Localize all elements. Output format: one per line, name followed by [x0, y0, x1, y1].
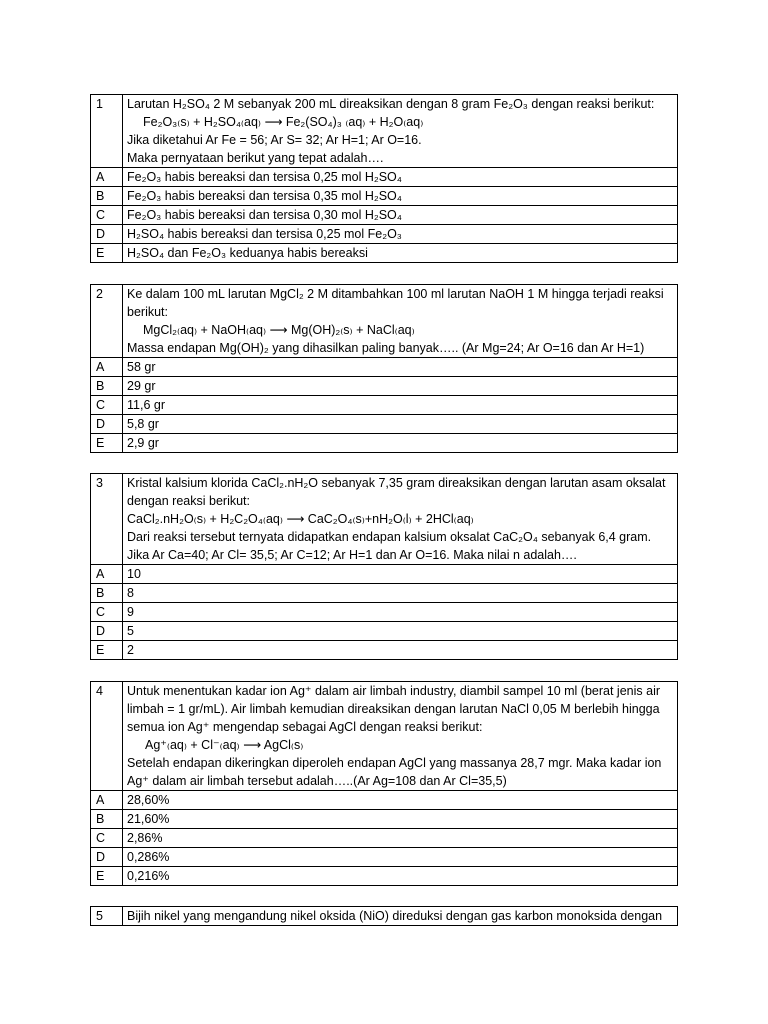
option-row-d[interactable] [91, 622, 678, 641]
option-letter: C [91, 829, 123, 848]
option-letter: B [91, 584, 123, 603]
option-letter: C [91, 603, 123, 622]
question-line: Bijih nikel yang mengandung nikel oksida (NiO) direduksi dengan gas karbon monoksida dengan [127, 909, 663, 923]
option-row-c[interactable] [91, 396, 678, 415]
question-row [91, 682, 678, 791]
option-text: H₂SO₄ habis bereaksi dan tersisa 0,25 mol Fe₂O₃ [123, 225, 678, 244]
option-letter: E [91, 641, 123, 660]
option-letter: C [91, 396, 123, 415]
option-text: 8 [123, 584, 678, 603]
reaction-equation: MgCl₂₍aq₎ + NaOH₍aq₎ ⟶ Mg(OH)₂₍s₎ + NaCl₍aq₎ [143, 323, 415, 337]
option-text: 2 [123, 641, 678, 660]
question-line: Ke dalam 100 mL larutan MgCl₂ 2 M ditambahkan 100 ml larutan NaOH 1 M hingga terjadi reaksi [127, 287, 664, 301]
reaction-equation: Ag⁺₍aq₎ + Cl⁻₍aq₎ ⟶ AgCl₍s₎ [145, 738, 304, 752]
reaction-equation: Fe₂O₃₍s₎ + H₂SO₄₍aq₎ ⟶ Fe₂(SO₄)₃ ₍aq₎ + H₂O₍aq₎ [143, 115, 424, 129]
question-text [123, 474, 678, 565]
question-line: semua ion Ag⁺ mengendap sebagai AgCl dengan reaksi berikut: [127, 720, 483, 734]
question-text [123, 682, 678, 791]
question-line: Ag⁺ dalam air limbah tersebut adalah…..(Ar Ag=108 dan Ar Cl=35,5) [127, 774, 507, 788]
question-line: dengan reaksi berikut: [127, 494, 250, 508]
option-text: Fe₂O₃ habis bereaksi dan tersisa 0,35 mol H₂SO₄ [123, 187, 678, 206]
reaction-equation: CaCl₂.nH₂O₍s₎ + H₂C₂O₄₍aq₎ ⟶ CaC₂O₄₍s₎+nH₂O₍l₎ + 2HCl₍aq₎ [127, 512, 474, 526]
question-row [91, 95, 678, 168]
option-text: 11,6 gr [123, 396, 678, 415]
question-line: Untuk menentukan kadar ion Ag⁺ dalam air limbah industry, diambil sampel 10 ml (berat jenis air [127, 684, 661, 698]
question-line: Jika Ar Ca=40; Ar Cl= 35,5; Ar C=12; Ar H=1 dan Ar O=16. Maka nilai n adalah…. [127, 548, 577, 562]
option-row-e[interactable] [91, 244, 678, 263]
option-row-d[interactable] [91, 225, 678, 244]
option-letter: D [91, 415, 123, 434]
question-row [91, 907, 678, 926]
option-letter: A [91, 358, 123, 377]
option-letter: A [91, 565, 123, 584]
option-letter: D [91, 622, 123, 641]
question-line: Jika diketahui Ar Fe = 56; Ar S= 32; Ar H=1; Ar O=16. [127, 133, 422, 147]
option-text: 2,86% [123, 829, 678, 848]
option-row-c[interactable] [91, 829, 678, 848]
question-5-table [90, 906, 678, 926]
question-number: 5 [91, 907, 123, 926]
option-row-b[interactable] [91, 377, 678, 396]
option-text: Fe₂O₃ habis bereaksi dan tersisa 0,25 mol H₂SO₄ [123, 168, 678, 187]
option-letter: E [91, 434, 123, 453]
option-row-b[interactable] [91, 187, 678, 206]
option-row-b[interactable] [91, 810, 678, 829]
option-row-e[interactable] [91, 867, 678, 886]
option-letter: E [91, 244, 123, 263]
option-row-b[interactable] [91, 584, 678, 603]
option-text: 5 [123, 622, 678, 641]
question-1-table [90, 94, 678, 263]
question-line: Kristal kalsium klorida CaCl₂.nH₂O sebanyak 7,35 gram direaksikan dengan larutan asam oksalat [127, 476, 666, 490]
question-3-table [90, 473, 678, 660]
question-number: 1 [91, 95, 123, 168]
question-number: 2 [91, 285, 123, 358]
option-text: 5,8 gr [123, 415, 678, 434]
option-text: 2,9 gr [123, 434, 678, 453]
option-letter: E [91, 867, 123, 886]
option-row-d[interactable] [91, 848, 678, 867]
option-letter: D [91, 225, 123, 244]
option-letter: B [91, 187, 123, 206]
question-line: berikut: [127, 305, 168, 319]
question-line: limbah = 1 gr/mL). Air limbah kemudian direaksikan dengan larutan NaCl 0,05 M berlebih hingga [127, 702, 660, 716]
option-letter: B [91, 810, 123, 829]
option-text: 21,60% [123, 810, 678, 829]
question-text [123, 907, 678, 926]
question-line: Dari reaksi tersebut ternyata didapatkan endapan kalsium oksalat CaC₂O₄ sebanyak 6,4 gram. [127, 530, 652, 544]
option-letter: C [91, 206, 123, 225]
option-text: 9 [123, 603, 678, 622]
question-text [123, 285, 678, 358]
question-line: Massa endapan Mg(OH)₂ yang dihasilkan paling banyak….. (Ar Mg=24; Ar O=16 dan Ar H=1) [127, 341, 645, 355]
question-number: 3 [91, 474, 123, 565]
question-text [123, 95, 678, 168]
option-letter: A [91, 791, 123, 810]
option-row-a[interactable] [91, 168, 678, 187]
option-letter: D [91, 848, 123, 867]
option-row-a[interactable] [91, 565, 678, 584]
option-row-a[interactable] [91, 791, 678, 810]
question-line: Setelah endapan dikeringkan diperoleh endapan AgCl yang massanya 28,7 mgr. Maka kadar ion [127, 756, 662, 770]
question-line: Maka pernyataan berikut yang tepat adalah…. [127, 151, 384, 165]
option-row-c[interactable] [91, 206, 678, 225]
option-letter: A [91, 168, 123, 187]
option-text: 29 gr [123, 377, 678, 396]
option-row-a[interactable] [91, 358, 678, 377]
option-row-c[interactable] [91, 603, 678, 622]
question-2-table [90, 284, 678, 453]
question-4-table [90, 681, 678, 886]
question-number: 4 [91, 682, 123, 791]
option-text: 0,286% [123, 848, 678, 867]
option-text: 10 [123, 565, 678, 584]
option-row-e[interactable] [91, 434, 678, 453]
option-text: Fe₂O₃ habis bereaksi dan tersisa 0,30 mol H₂SO₄ [123, 206, 678, 225]
option-text: 58 gr [123, 358, 678, 377]
question-line: Larutan H₂SO₄ 2 M sebanyak 200 mL direaksikan dengan 8 gram Fe₂O₃ dengan reaksi berikut: [127, 97, 655, 111]
option-text: H₂SO₄ dan Fe₂O₃ keduanya habis bereaksi [123, 244, 678, 263]
option-row-e[interactable] [91, 641, 678, 660]
option-letter: B [91, 377, 123, 396]
question-row [91, 474, 678, 565]
option-text: 28,60% [123, 791, 678, 810]
option-row-d[interactable] [91, 415, 678, 434]
question-row [91, 285, 678, 358]
option-text: 0,216% [123, 867, 678, 886]
